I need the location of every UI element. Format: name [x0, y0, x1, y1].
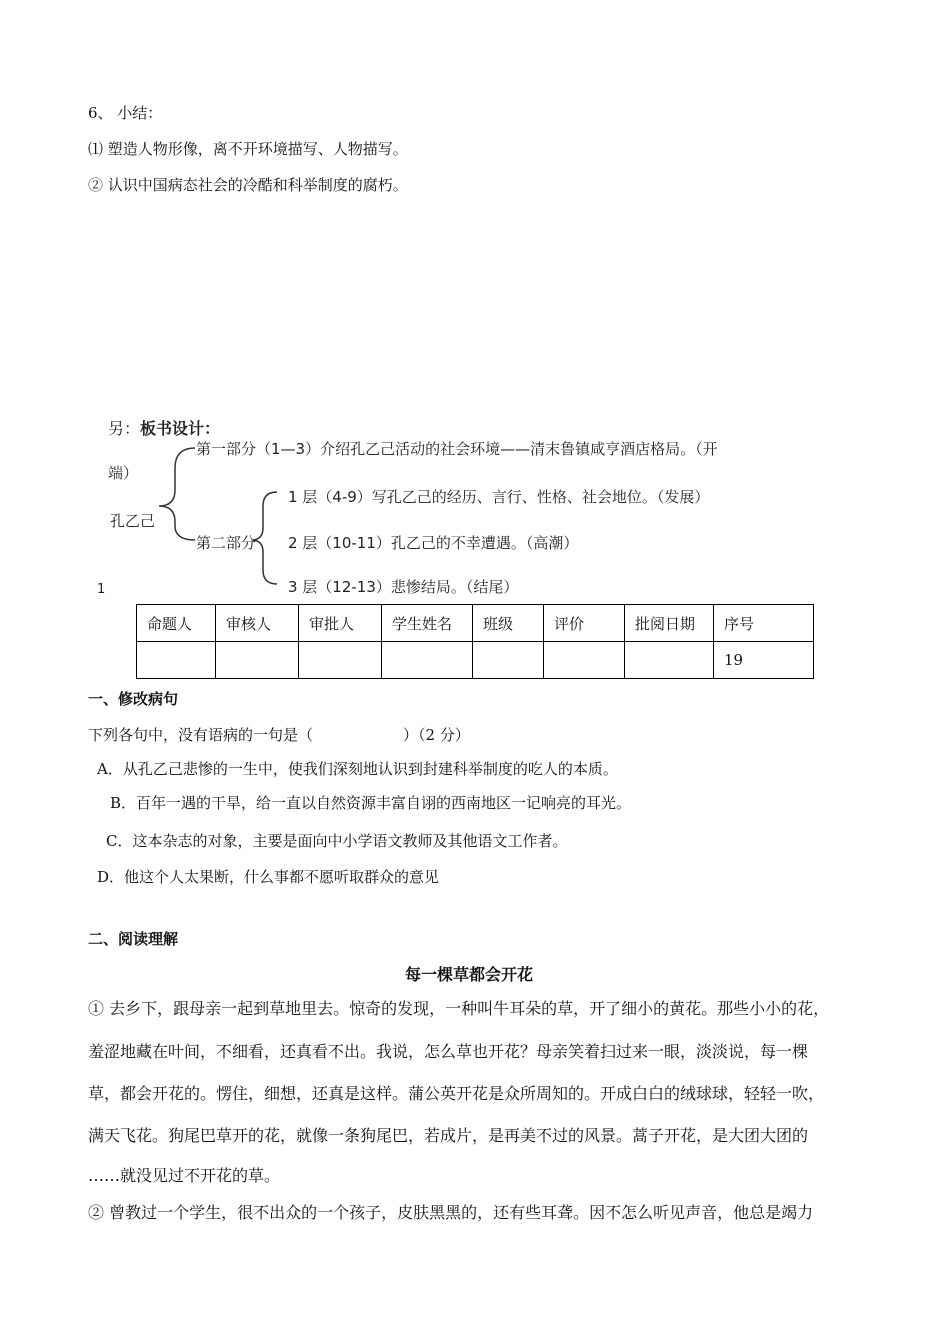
table-header-row: [137, 605, 814, 642]
table-value-row: [137, 642, 814, 679]
board-title: [108, 416, 220, 439]
board-brackets: [155, 440, 295, 600]
article-title: 每一棵草都会开花: [405, 965, 534, 984]
table-value-cell: [625, 642, 714, 679]
board-root: 孔乙己: [110, 512, 156, 530]
section-1-question: 下列各句中，没有语病的一句是（ ）（2 分）: [88, 726, 470, 744]
option-d: D．他这个人太果断，什么事都不愿听取群众的意见: [97, 868, 440, 886]
info-table: [136, 604, 814, 679]
table-value-cell: [216, 642, 299, 679]
table-value-cell: [473, 642, 544, 679]
para-1-line: ……就没见过不开花的草。: [88, 1166, 281, 1185]
board-layer-1: 1 层（4-9）写孔乙己的经历、言行、性格、社会地位。（发展）: [288, 488, 710, 506]
option-a: A．从孔乙己悲惨的一生中，使我们深刻地认识到封建科举制度的吃人的本质。: [97, 760, 618, 778]
summary-heading: 6、 小结：: [88, 104, 163, 122]
table-header-cell: 命题人: [137, 605, 216, 642]
table-value-cell: [299, 642, 382, 679]
board-part-1-cont: 端）: [108, 464, 139, 482]
page-marker: 1: [97, 582, 106, 597]
sub-brace: [253, 492, 277, 584]
para-1-line: 羞涩地藏在叶间，不细看，还真看不出。我说，怎么草也开花？母亲笑着扫过来一眼，淡淡说，每一棵: [88, 1042, 809, 1061]
summary-point-2: ② 认识中国病态社会的冷酷和科举制度的腐朽。: [88, 176, 408, 194]
section-2-heading: 二、阅读理解: [88, 930, 179, 948]
table-value-cell: [137, 642, 216, 679]
para-1-line: ① 去乡下，跟母亲一起到草地里去。惊奇的发现，一种叫牛耳朵的草，开了细小的黄花。那些小小的花，: [88, 999, 830, 1018]
board-title-prefix: 另：: [108, 419, 141, 438]
table-value-cell: [544, 642, 625, 679]
table-value-cell: 19: [714, 642, 814, 679]
board-layer-2: 2 层（10-11）孔乙己的不幸遭遇。（高潮）: [288, 534, 579, 552]
section-1-heading: 一、修改病句: [88, 690, 179, 708]
para-2-line: ② 曾教过一个学生，很不出众的一个孩子，皮肤黑黑的，还有些耳聋。因不怎么听见声音，他总是竭力: [88, 1203, 814, 1222]
table-header-cell: 审核人: [216, 605, 299, 642]
option-c: C．这本杂志的对象，主要是面向中小学语文教师及其他语文工作者。: [106, 832, 568, 850]
summary-point-1: ⑴ 塑造人物形像，离不开环境描写、人物描写。: [88, 140, 408, 158]
table-header-cell: 序号: [714, 605, 814, 642]
table-header-cell: 审批人: [299, 605, 382, 642]
table-header-cell: 班级: [473, 605, 544, 642]
main-brace: [159, 448, 195, 540]
board-title-text: 板书设计：: [140, 419, 221, 438]
option-b: B．百年一遇的干旱，给一直以自然资源丰富自诩的西南地区一记响亮的耳光。: [110, 794, 632, 812]
table-header-cell: 学生姓名: [382, 605, 473, 642]
para-1-line: 满天飞花。狗尾巴草开的花，就像一条狗尾巴，若成片，是再美不过的风景。蒿子开花，是大团大团的: [88, 1126, 809, 1145]
table-header-cell: 评价: [544, 605, 625, 642]
board-layer-3: 3 层（12-13）悲惨结局。（结尾）: [288, 578, 519, 596]
board-part-1: 第一部分（1—3）介绍孔乙己活动的社会环境——清末鲁镇咸亨酒店格局。（开: [196, 440, 718, 458]
table-value-cell: [382, 642, 473, 679]
para-1-line: 草，都会开花的。愣住，细想，还真是这样。蒲公英开花是众所周知的。开成白白的绒球球，轻轻一吹，: [88, 1084, 825, 1103]
table-header-cell: 批阅日期: [625, 605, 714, 642]
board-part-2: 第二部分: [196, 534, 257, 552]
